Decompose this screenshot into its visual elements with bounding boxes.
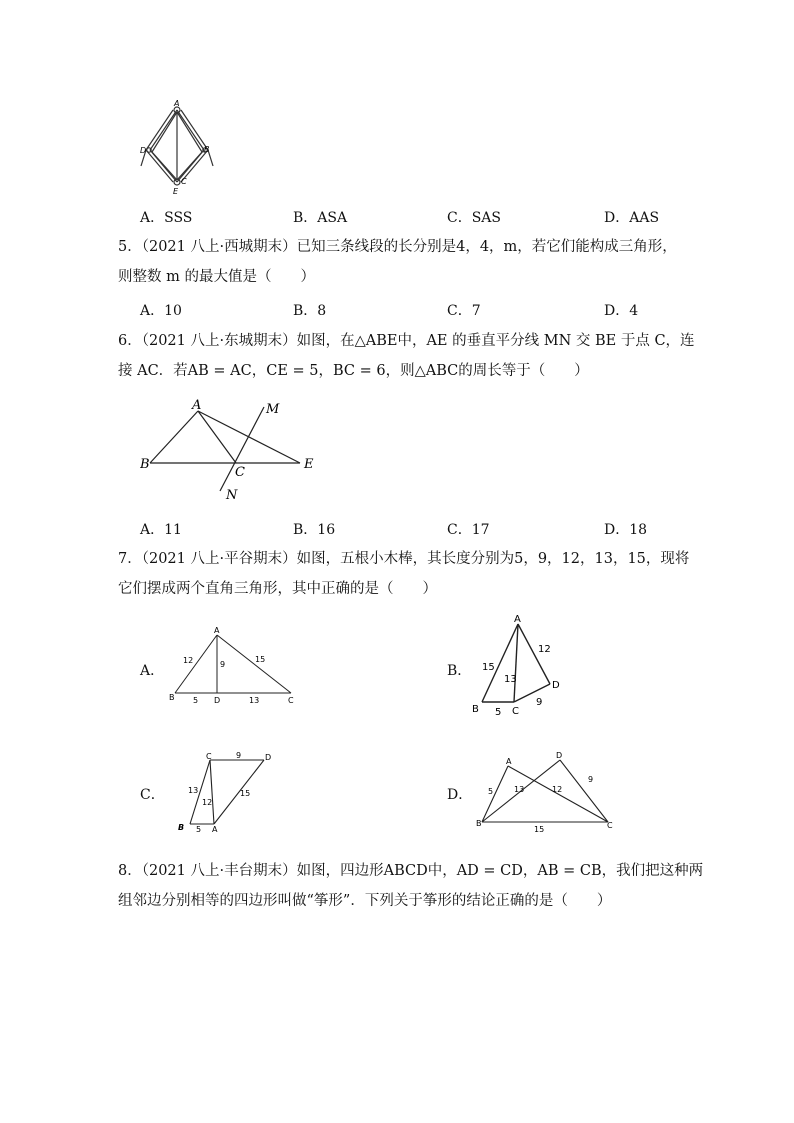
q5-option-b: B．8 xyxy=(293,303,327,319)
q6-option-a: A．11 xyxy=(140,522,182,538)
q5-option-d: D．4 xyxy=(604,303,639,319)
q7b-label-C: C xyxy=(512,706,519,717)
q7b-label-A: A xyxy=(514,614,521,625)
q4-label-B: B xyxy=(204,145,210,154)
q7b-label-B: B xyxy=(472,704,479,715)
q4-option-a: A．SSS xyxy=(140,210,193,226)
q7a-label-C: C xyxy=(288,696,294,705)
q7c-label-A: A xyxy=(212,825,218,834)
q7c-len-13: 13 xyxy=(188,786,199,795)
q6-label-M: M xyxy=(266,402,280,417)
q4-option-d: D．AAS xyxy=(604,210,660,226)
q7a-len-13: 13 xyxy=(249,696,260,705)
q7c-len-9: 9 xyxy=(236,751,242,760)
q7a-len-15: 15 xyxy=(255,655,266,664)
q7a-len-12: 12 xyxy=(183,656,194,665)
q7c-label-D: D xyxy=(265,753,272,762)
q7c-len-15: 15 xyxy=(240,789,251,798)
q6-option-d: D．18 xyxy=(604,522,648,538)
q7b-len-9: 9 xyxy=(536,697,543,708)
q4-figure xyxy=(135,100,215,200)
q7d-label-D: D xyxy=(556,751,563,760)
q4-label-C: C xyxy=(181,177,187,186)
q4-label-D: D xyxy=(140,146,147,155)
q7a-label-D: D xyxy=(214,696,221,705)
q8-stem-line1: 8．（2021 八上·丰台期末）如图，四边形ABCD中，AD = CD，AB = CB，我们把这种两 xyxy=(118,863,704,879)
q6-stem-line1: 6．（2021 八上·东城期末）如图，在△ABE中，AE 的垂直平分线 MN 交 BE 于点 C，连 xyxy=(118,333,695,349)
q6-label-C: C xyxy=(235,465,245,480)
q7-option-c-letter: C． xyxy=(140,787,165,803)
q7c-label-B: B xyxy=(178,823,185,832)
q7c-label-C: C xyxy=(206,752,212,761)
q7d-len-9: 9 xyxy=(588,775,594,784)
q7d-label-C: C xyxy=(607,821,613,830)
q7-figure-b xyxy=(468,612,568,722)
q6-label-B: B xyxy=(140,457,150,472)
q5-stem-line2: 则整数 m 的最大值是（ ） xyxy=(118,269,315,285)
q7d-len-15: 15 xyxy=(534,825,545,834)
q6-label-N: N xyxy=(226,488,238,503)
q7-figure-c xyxy=(170,750,280,838)
q7-stem-line1: 7．（2021 八上·平谷期末）如图，五根小木棒，其长度分别为5，9，12，13，15，现将 xyxy=(118,551,690,567)
q5-option-c: C．7 xyxy=(447,303,481,319)
q7b-len-15: 15 xyxy=(482,662,495,673)
q7b-len-12: 12 xyxy=(538,644,551,655)
q7-stem-line2: 它们摆成两个直角三角形，其中正确的是（ ） xyxy=(118,581,437,597)
q7d-label-A: A xyxy=(506,757,512,766)
q4-option-c: C．SAS xyxy=(447,210,502,226)
q7-option-d-letter: D． xyxy=(447,787,473,803)
q7a-label-B: B xyxy=(169,693,175,702)
q6-figure xyxy=(140,395,330,505)
q7-option-a-letter: A． xyxy=(140,663,165,679)
q7d-len-13: 13 xyxy=(514,785,525,794)
q6-label-A: A xyxy=(192,398,202,413)
q6-label-E: E xyxy=(304,457,314,472)
q6-option-b: B．16 xyxy=(293,522,336,538)
q4-label-A: A xyxy=(174,100,180,108)
q4-label-E: E xyxy=(173,187,179,196)
q7b-label-D: D xyxy=(552,680,560,691)
q7b-len-13: 13 xyxy=(504,674,517,685)
q7-figure-a xyxy=(165,625,300,705)
q6-option-c: C．17 xyxy=(447,522,490,538)
q6-stem-line2: 接 AC．若AB = AC，CE = 5，BC = 6，则△ABC的周长等于（ ） xyxy=(118,363,589,379)
q7d-len-12: 12 xyxy=(552,785,563,794)
q7c-len-5: 5 xyxy=(196,825,202,834)
q8-stem-line2: 组邻边分别相等的四边形叫做“筝形”．下列关于筝形的结论正确的是（ ） xyxy=(118,893,612,909)
q7d-len-5: 5 xyxy=(488,787,494,796)
q7a-len-9: 9 xyxy=(220,660,226,669)
q5-stem-line1: 5．（2021 八上·西城期末）已知三条线段的长分别是4，4，m，若它们能构成三角形， xyxy=(118,239,677,255)
q7c-len-12: 12 xyxy=(202,798,213,807)
q7-option-b-letter: B． xyxy=(447,663,472,679)
q7d-label-B: B xyxy=(476,819,482,828)
q7a-len-5: 5 xyxy=(193,696,199,705)
q7-figure-d xyxy=(472,750,622,835)
q7a-label-A: A xyxy=(214,626,220,635)
q7b-len-5: 5 xyxy=(495,707,502,718)
q5-option-a: A．10 xyxy=(140,303,182,319)
q4-option-b: B．ASA xyxy=(293,210,348,226)
